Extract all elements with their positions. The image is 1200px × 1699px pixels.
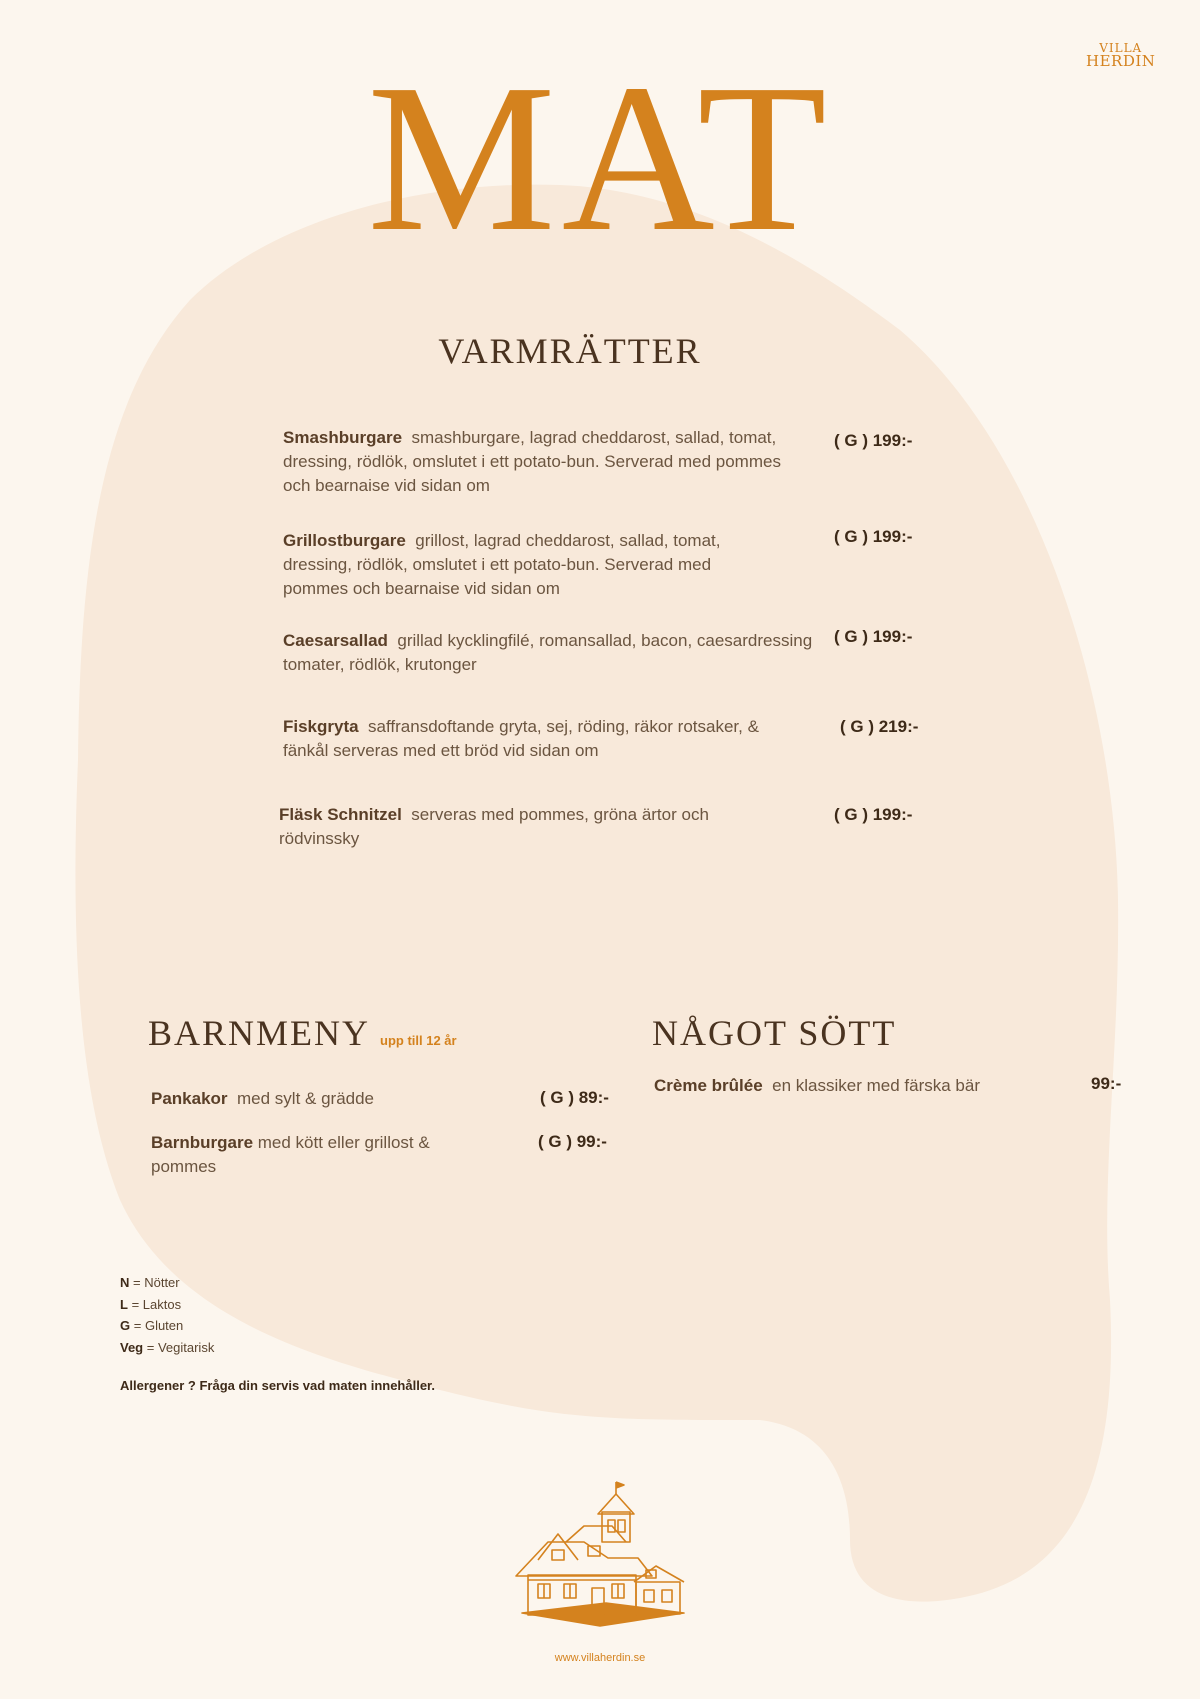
villa-house-icon xyxy=(508,1480,694,1630)
item-desc: tomater, rödlök, krutonger xyxy=(283,655,477,674)
item-name: Barnburgare xyxy=(151,1133,254,1152)
logo-line-villa: VILLA xyxy=(1099,41,1143,55)
menu-item-fiskgryta xyxy=(283,715,843,763)
item-desc: serveras med pommes, gröna ärtor och xyxy=(411,805,709,824)
item-desc: pommes och bearnaise vid sidan om xyxy=(283,579,560,598)
menu-item-creme-brulee xyxy=(654,1074,1014,1098)
section-heading-barnmeny xyxy=(148,1012,457,1054)
menu-item-flask-schnitzel xyxy=(279,803,839,851)
item-desc: en klassiker med färska bär xyxy=(772,1076,980,1095)
item-name: Smashburgare xyxy=(283,428,403,447)
item-price: ( G ) 89:- xyxy=(540,1088,609,1107)
menu-item-caesarsallad xyxy=(283,629,843,677)
legend-row: G = Gluten xyxy=(120,1318,184,1333)
item-desc: med kött eller grillost & xyxy=(257,1133,430,1152)
item-name: Grillostburgare xyxy=(283,531,406,550)
barnmeny-age-note: upp till 12 år xyxy=(380,1033,457,1048)
legend-row: L = Laktos xyxy=(120,1296,182,1312)
barnmeny-title: BARNMENY xyxy=(148,1013,371,1053)
item-price: ( G ) 219:- xyxy=(840,717,919,736)
item-name: Pankakor xyxy=(151,1089,228,1108)
item-desc: dressing, rödlök, omslutet i ett potato-bun. Serverad med xyxy=(283,555,712,574)
item-desc: smashburgare, lagrad cheddarost, sallad, tomat, xyxy=(411,428,777,447)
logo-line-herdin: HERDIN xyxy=(1086,52,1156,70)
item-desc: fänkål serveras med ett bröd vid sidan om xyxy=(283,741,599,760)
item-desc: rödvinssky xyxy=(279,829,360,848)
page-title: MAT xyxy=(367,40,833,275)
item-name: Fiskgryta xyxy=(283,717,359,736)
item-name: Crème brûlée xyxy=(654,1076,763,1095)
item-desc: saffransdoftande gryta, sej, röding, räkor rotsaker, & xyxy=(368,717,759,736)
section-heading-nagot-sott: NÅGOT SÖTT xyxy=(652,1013,897,1053)
item-name: Caesarsallad xyxy=(283,631,388,650)
item-price: ( G ) 99:- xyxy=(538,1132,607,1151)
item-desc: grillost, lagrad cheddarost, sallad, tomat, xyxy=(415,531,721,550)
item-desc: grillad kycklingfilé, romansallad, bacon, caesardressing xyxy=(397,631,813,650)
item-desc: och bearnaise vid sidan om xyxy=(283,476,490,495)
menu-item-smashburgare xyxy=(283,426,843,498)
website-link[interactable]: www.villaherdin.se xyxy=(554,1652,646,1664)
item-price: ( G ) 199:- xyxy=(834,527,913,546)
menu-item-grillostburgare xyxy=(283,529,843,601)
legend-row: N = Nötter xyxy=(120,1275,180,1290)
section-heading-varmratter: VARMRÄTTER xyxy=(438,331,702,371)
menu-item-barnburgare xyxy=(151,1131,511,1179)
item-name: Fläsk Schnitzel xyxy=(279,805,402,824)
item-price: ( G ) 199:- xyxy=(834,431,913,450)
allergen-legend xyxy=(120,1272,214,1358)
item-price: ( G ) 199:- xyxy=(834,805,913,824)
item-price: 99:- xyxy=(1091,1074,1122,1093)
menu-item-pankakor xyxy=(151,1087,511,1111)
item-price: ( G ) 199:- xyxy=(834,627,913,646)
item-desc: pommes xyxy=(151,1157,217,1176)
item-desc: dressing, rödlök, omslutet i ett potato-bun. Serverad med pommes xyxy=(283,452,781,471)
legend-row: Veg = Vegitarisk xyxy=(120,1339,215,1355)
allergen-note: Allergener ? Fråga din servis vad maten innehåller. xyxy=(120,1378,436,1393)
item-desc: med sylt & grädde xyxy=(237,1089,375,1108)
